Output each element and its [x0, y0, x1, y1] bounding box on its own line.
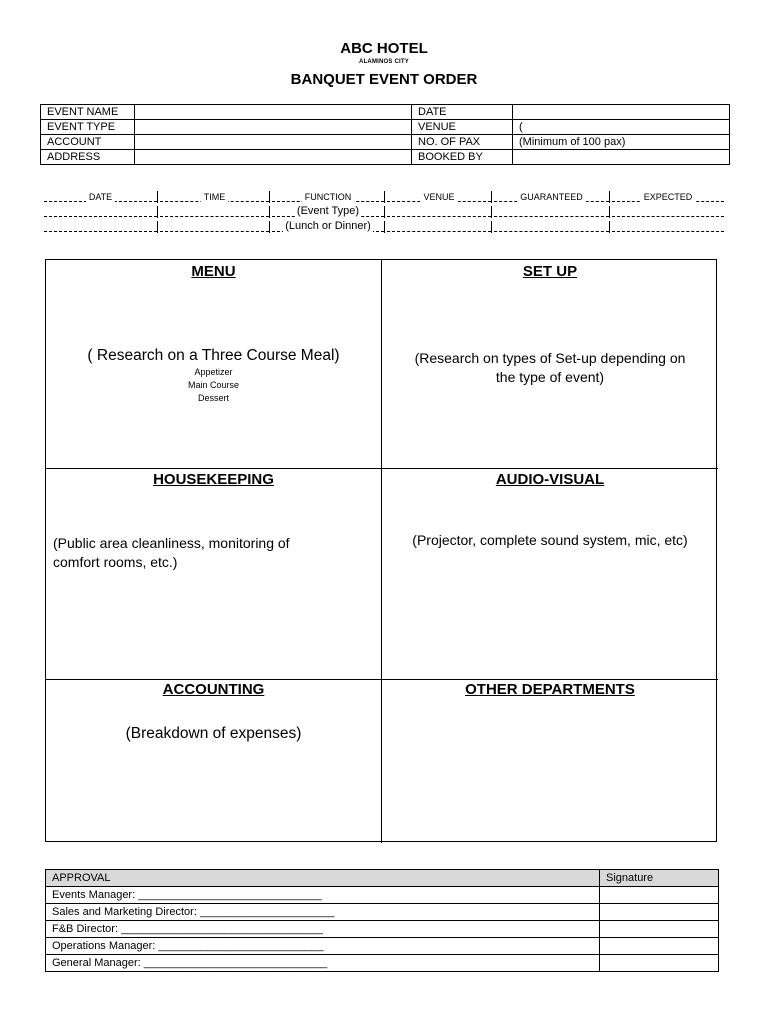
schedule-cell[interactable]: [160, 220, 269, 234]
signature-cell[interactable]: [600, 938, 719, 955]
hotel-name: ABC HOTEL: [340, 40, 428, 57]
housekeeping-section[interactable]: [46, 469, 381, 679]
menu-item: Dessert: [197, 393, 229, 403]
account-label: ACCOUNT: [41, 135, 135, 150]
divider: [609, 191, 610, 203]
table-header-row: [46, 870, 719, 887]
menu-item: Appetizer: [194, 367, 233, 377]
table-row: [41, 120, 730, 135]
schedule-cell[interactable]: [494, 205, 609, 219]
schedule-venue-label: VENUE: [420, 192, 457, 202]
housekeeping-note: comfort rooms, etc.): [53, 554, 178, 570]
account-field[interactable]: [135, 135, 412, 150]
audio-visual-title: AUDIO-VISUAL: [495, 471, 605, 488]
table-row: [46, 904, 719, 921]
meal-type-note: (Lunch or Dinner): [285, 220, 371, 232]
schedule-cell[interactable]: [494, 220, 609, 234]
schedule-expected-label: EXPECTED: [641, 192, 696, 202]
accounting-title: ACCOUNTING: [162, 681, 265, 698]
fb-director-line[interactable]: F&B Director: _________________________________: [46, 921, 600, 938]
event-info-table: [40, 104, 730, 165]
venue-field[interactable]: (: [513, 120, 730, 135]
signature-cell[interactable]: [600, 887, 719, 904]
setup-title: SET UP: [522, 263, 578, 280]
schedule-function-label: FUNCTION: [302, 192, 355, 202]
housekeeping-title: HOUSEKEEPING: [153, 471, 274, 488]
setup-section[interactable]: [382, 260, 718, 468]
address-label: ADDRESS: [41, 150, 135, 165]
schedule-cell[interactable]: [272, 220, 384, 234]
schedule-row: [44, 220, 724, 234]
date-field[interactable]: [513, 105, 730, 120]
menu-item: Main Course: [187, 380, 240, 390]
housekeeping-note: (Public area cleanliness, monitoring of: [53, 535, 290, 551]
events-manager-line[interactable]: Events Manager: ______________________________: [46, 887, 600, 904]
hotel-city: ALAMINOS CITY: [359, 59, 409, 65]
schedule-guaranteed-label: GUARANTEED: [517, 192, 586, 202]
event-name-label: EVENT NAME: [41, 105, 135, 120]
schedule-cell[interactable]: [612, 205, 724, 219]
booked-by-field[interactable]: [513, 150, 730, 165]
general-manager-line[interactable]: General Manager: ______________________________: [46, 955, 600, 972]
accounting-note: (Breakdown of expenses): [125, 725, 302, 742]
audio-visual-section[interactable]: [382, 469, 718, 679]
schedule-header-row: [44, 190, 724, 204]
department-grid: [45, 259, 717, 842]
address-field[interactable]: [135, 150, 412, 165]
other-departments-title: OTHER DEPARTMENTS: [465, 681, 635, 698]
audio-visual-note: (Projector, complete sound system, mic, etc): [412, 532, 688, 548]
schedule-cell[interactable]: [44, 205, 157, 219]
divider: [491, 191, 492, 203]
signature-cell[interactable]: [600, 955, 719, 972]
table-row: [46, 938, 719, 955]
schedule-date-label: DATE: [86, 192, 115, 202]
other-departments-section[interactable]: [382, 680, 718, 843]
venue-label: VENUE: [412, 120, 513, 135]
schedule-strip: [44, 190, 724, 236]
pax-field[interactable]: (Minimum of 100 pax): [513, 135, 730, 150]
document-title: BANQUET EVENT ORDER: [290, 71, 478, 88]
booked-by-label: BOOKED BY: [412, 150, 513, 165]
menu-title: MENU: [191, 263, 236, 280]
date-label: DATE: [412, 105, 513, 120]
signature-cell[interactable]: [600, 904, 719, 921]
schedule-cell[interactable]: [44, 220, 157, 234]
event-type-note: (Event Type): [296, 205, 360, 217]
schedule-row: [44, 205, 724, 219]
setup-note: (Research on types of Set-up depending on: [414, 350, 686, 366]
approval-table: [45, 869, 719, 972]
menu-note: ( Research on a Three Course Meal): [87, 347, 340, 364]
operations-manager-line[interactable]: Operations Manager: ___________________________: [46, 938, 600, 955]
accounting-section[interactable]: [46, 680, 381, 843]
divider: [384, 191, 385, 203]
schedule-cell[interactable]: [387, 220, 491, 234]
table-row: [46, 921, 719, 938]
schedule-cell[interactable]: [272, 205, 384, 219]
signature-cell[interactable]: [600, 921, 719, 938]
signature-header: Signature: [600, 870, 719, 887]
menu-section[interactable]: [46, 260, 381, 468]
sales-marketing-director-line[interactable]: Sales and Marketing Director: ______________________: [46, 904, 600, 921]
event-type-label: EVENT TYPE: [41, 120, 135, 135]
divider: [157, 191, 158, 203]
table-row: [41, 135, 730, 150]
schedule-cell[interactable]: [160, 205, 269, 219]
schedule-cell[interactable]: [612, 220, 724, 234]
table-row: [41, 105, 730, 120]
event-type-field[interactable]: [135, 120, 412, 135]
table-row: [41, 150, 730, 165]
pax-label: NO. OF PAX: [412, 135, 513, 150]
setup-note: the type of event): [495, 369, 605, 385]
table-row: [46, 887, 719, 904]
approval-header: APPROVAL: [46, 870, 600, 887]
schedule-cell[interactable]: [387, 205, 491, 219]
divider: [269, 191, 270, 203]
event-name-field[interactable]: [135, 105, 412, 120]
schedule-time-label: TIME: [201, 192, 229, 202]
table-row: [46, 955, 719, 972]
